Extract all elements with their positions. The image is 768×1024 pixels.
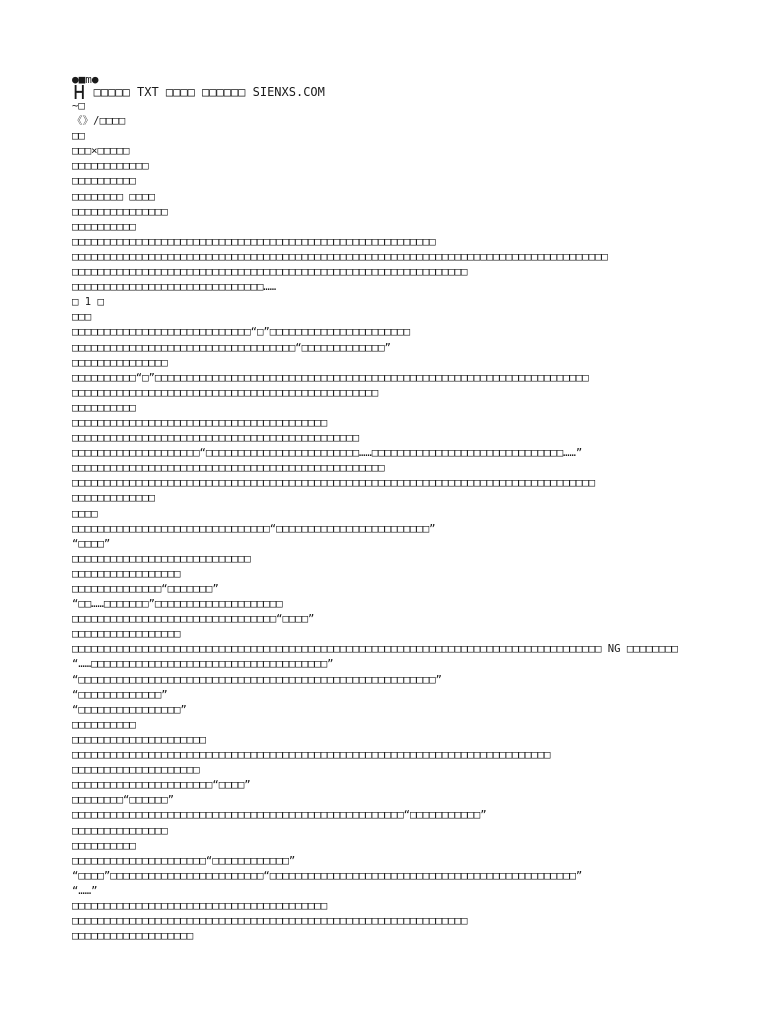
text-line: □□□: [72, 311, 92, 324]
text-line: “□□□□□□□□□□□□□□□□”: [72, 703, 187, 716]
text-line: □□□□□□□□□□□□□□□□□□□□□“□□□□□□□□□□□□”: [72, 854, 296, 867]
text-line: □□□□□□□□□□□□□□□□□□□□□□□□□□□□□□□□□□□□□□□□□□□□□□□□□: [72, 462, 385, 475]
site-logo: ●■m●: [72, 73, 99, 86]
document-body: [72, 99, 732, 944]
text-line: 《》/□□□□: [72, 115, 126, 128]
text-line: □□□□□□□□□□□□□□□□□□□□: [72, 764, 200, 777]
text-line: □□□□□□□□□□□□□□□□□□□□□□□□□□□□□□□□□□□□□□□□□□□□□□□□□□□□□□□□□□□□□□: [72, 266, 468, 279]
text-line: □□□□□□□□□□□□□□□□□□□□□□□□□□□□“□”□□□□□□□□□□□□□□□□□□□□□□: [72, 326, 411, 339]
text-line: □□□□□□□□□□□□□□□□□□□□□□□□□□□□□□□“□□□□□□□□□□□□□□□□□□□□□□□□”: [72, 522, 436, 535]
text-line: □□□□□□□□□□□□□□□□□□□□□□□□□□□□□□□□□□□□□□□□: [72, 899, 328, 912]
text-line: □□□□□□□□□□□□□□□□□□□□□□□□□□□□□□□□□□□□□□□□□□□□□: [72, 432, 360, 445]
text-line: □□□□□□□□□□□□□□□: [72, 824, 168, 837]
text-line: “□□□□□□□□□□□□□”: [72, 688, 168, 701]
text-line: □□□□□□□□□□□□□□□□□□□□“□□□□□□□□□□□□□□□□□□□□□□□□……□□□□□□□□□□□□□□□□□□□□□□□□□□□□□□……”: [72, 447, 583, 460]
text-line: □□: [72, 130, 85, 143]
text-line: “□□□□”□□□□□□□□□□□□□□□□□□□□□□□□“□□□□□□□□□□□□□□□□□□□□□□□□□□□□□□□□□□□□□□□□□□□□□□□□”: [72, 869, 583, 882]
text-line: □□□□□□□□□□□□□□□□□□□□□: [72, 733, 206, 746]
text-line: “……”: [72, 884, 98, 897]
text-line: ~□: [72, 100, 85, 112]
text-line: □□□□□□□□□□□□□□□□□□□□□□□□□□□□□□□□□□□□□□□□□□□□□□□□□□□□□□□□□: [72, 235, 436, 248]
text-line: □□□□□□□□□□: [72, 839, 136, 852]
text-line: □□□□□□□□□□□□□□□□□□□□□□□□□□□□□□□□□□□□□□□□□□□□□□□□□□□□□□□□□□□□□□: [72, 915, 468, 928]
text-line: □□□□□□□□□□: [72, 220, 136, 233]
text-line: “□□□□□□□□□□□□□□□□□□□□□□□□□□□□□□□□□□□□□□□□□□□□□□□□□□□□□□□□”: [72, 673, 442, 686]
text-line: □□□□□□□□□□□□□□□: [72, 205, 168, 218]
text-line: “□□……□□□□□□□”□□□□□□□□□□□□□□□□□□□□: [72, 598, 283, 611]
text-line: □□□□□□□□□□□□□□□□□□□□□□□□□□□□□□□□□□□□□□□□□□□□□□□□□□□□□□□□□□□□□□□□□□□□□□□□□□□□□□□□□□□ NG □□□□□□□□: [72, 643, 678, 656]
text-line: □□□□□□□□“□□□□□□”: [72, 794, 175, 807]
text-line: □□□□□□□□□□□□□: [72, 492, 155, 505]
text-line: □□□□□□□□□□□□□□□□□□□□□□□□□□□□□□□□□□□□□□□□□□□□□□□□: [72, 386, 379, 399]
text-line: “……□□□□□□□□□□□□□□□□□□□□□□□□□□□□□□□□□□□□□”: [72, 658, 334, 671]
text-line: □□□□□□□□□□□□□□□□□□□: [72, 930, 194, 943]
text-line: □□□×□□□□□: [72, 145, 130, 158]
text-line: □□□□□□□□□□□□□□□□□□□□□□□□□□□□□□□□□□□“□□□□□□□□□□□□□”: [72, 341, 391, 354]
text-line: “□□□□”: [72, 537, 111, 550]
text-line: □□□□□□□□□□□□□□□□□□□□□□□□□□□□□□□□□□□□□□□□□□□□□□□□□□□□□□□□□□□□□□□□□□□□□□□□□□□□□□□□□□□□: [72, 250, 608, 263]
text-line: □□□□□□□□ □□□□: [72, 190, 155, 203]
text-line: □□□□□□□□□□□□□□□□□□□□□□□□□□□□□□□□□□□□□□□□□□□□□□□□□□□□□□□□□□□□□□□□□□□□□□□□□□□□□□□□□□: [72, 477, 595, 490]
text-line: □□□□□□□□□□□□□□□□□□□□□□□□□□□□□□□□□□□□□□□□□□□□□□□□□□□□“□□□□□□□□□□□”: [72, 809, 487, 822]
document-page: [72, 74, 732, 944]
text-line: □□□□□□□□□□: [72, 175, 136, 188]
text-line: □□□□□□□□□□□□□□□□□□□□□□“□□□□”: [72, 779, 251, 792]
text-line: □□□□□□□□□□□□□□□□□□□□□□□□□□□□□□□□□□□□□□□□: [72, 416, 328, 429]
text-line: □□□□□□□□□□: [72, 718, 136, 731]
text-line: □□□□□□□□□□□□□□□□□: [72, 628, 181, 641]
text-line: □□□□□□□□□□□□□□□□□: [72, 567, 181, 580]
document-header: ┣┫ □□□□□ TXT □□□□ □□□□□□ SIENXS.COM: [72, 85, 325, 99]
text-line: □ 1 □: [72, 296, 104, 309]
text-line: □□□□: [72, 507, 98, 520]
text-line: □□□□□□□□□□□□□□“□□□□□□□”: [72, 583, 219, 595]
text-line: □□□□□□□□□□□□□□□□□□□□□□□□□□□□□□□□“□□□□”: [72, 613, 315, 626]
text-line: □□□□□□□□□□□□: [72, 160, 149, 173]
text-line: □□□□□□□□□□□□□□□□□□□□□□□□□□□□: [72, 552, 251, 565]
text-line: □□□□□□□□□□: [72, 401, 136, 414]
text-line: □□□□□□□□□□“□”□□□□□□□□□□□□□□□□□□□□□□□□□□□□□□□□□□□□□□□□□□□□□□□□□□□□□□□□□□□□□□□□□□□□: [72, 371, 589, 384]
text-line: □□□□□□□□□□□□□□□□□□□□□□□□□□□□□□□□□□□□□□□□□□□□□□□□□□□□□□□□□□□□□□□□□□□□□□□□□□□: [72, 749, 551, 762]
text-line: □□□□□□□□□□□□□□□: [72, 356, 168, 369]
text-line: □□□□□□□□□□□□□□□□□□□□□□□□□□□□□□……: [72, 281, 277, 294]
